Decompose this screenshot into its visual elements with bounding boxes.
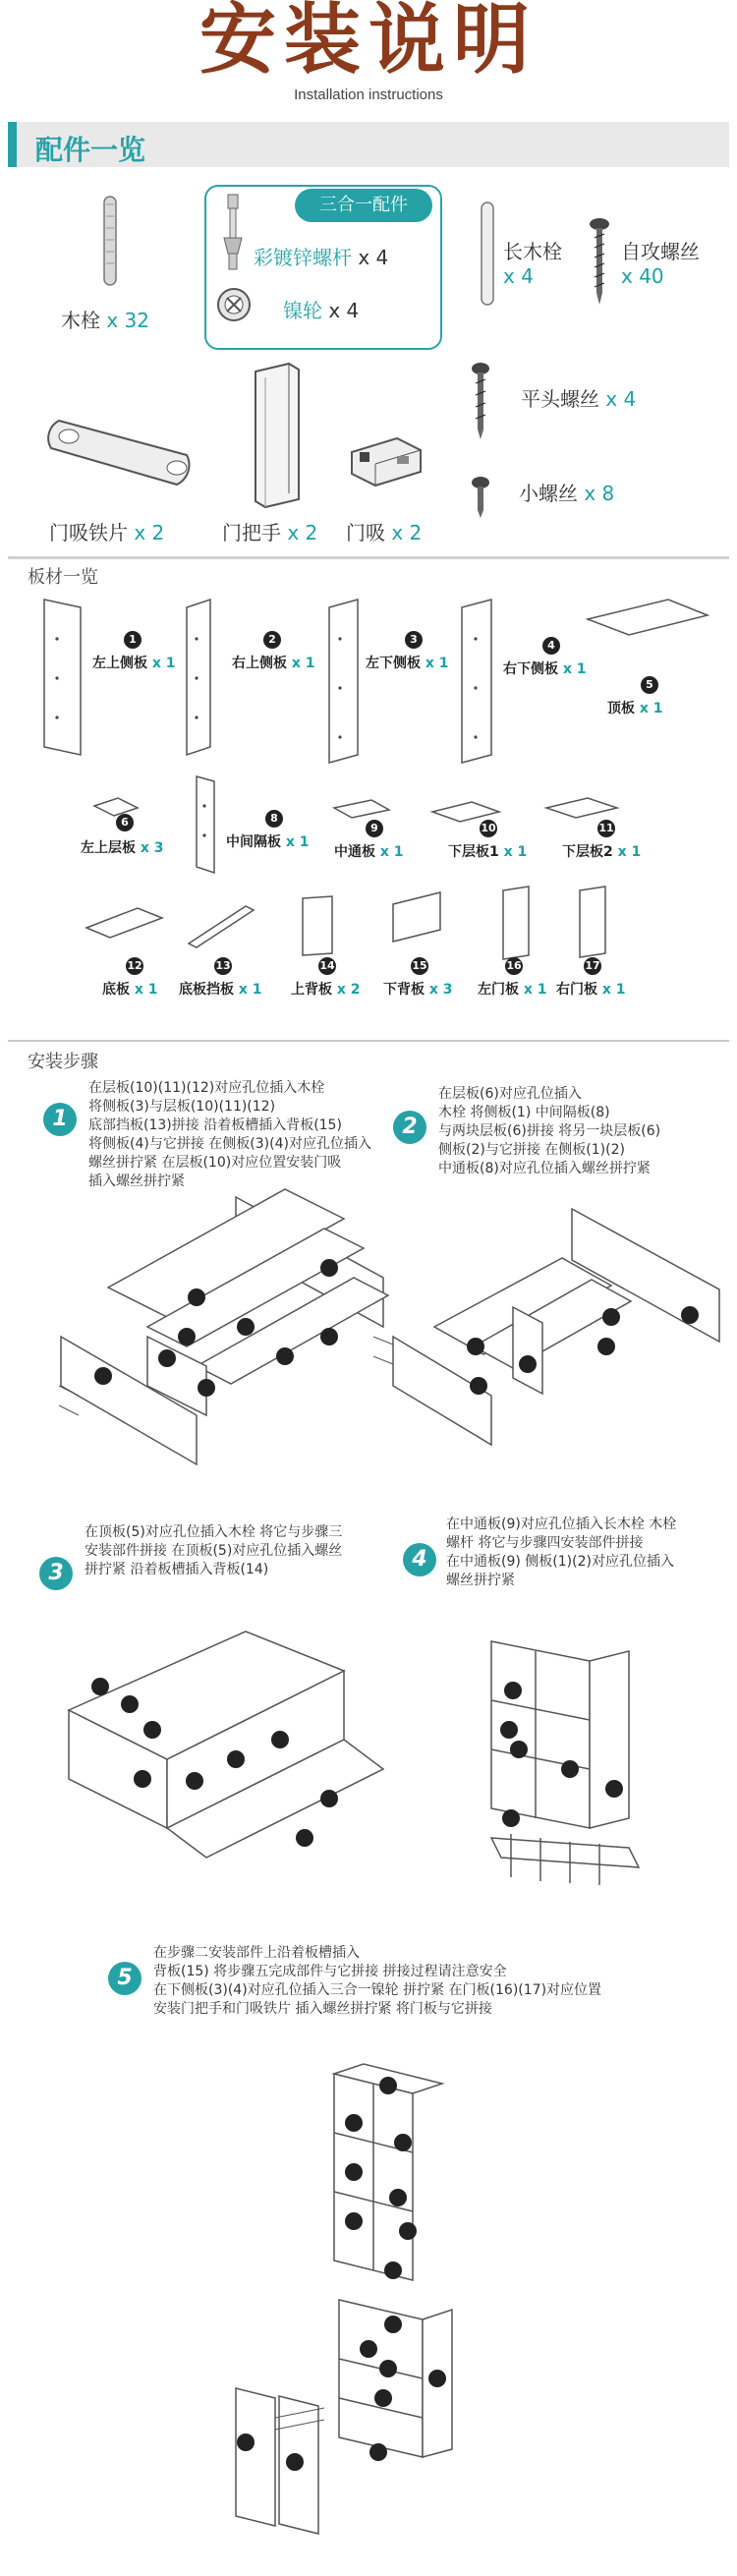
step-badge-2: 2 xyxy=(393,1111,426,1144)
board-label-8: 8 中间隔板 x 1 xyxy=(226,812,310,850)
part-name: 彩镀锌螺杆 xyxy=(254,246,352,269)
part-qty: x 4 xyxy=(328,299,360,322)
boards-section-title: 板材一览 xyxy=(28,567,98,588)
board-label-1: 1 左上侧板 x 1 xyxy=(92,633,176,671)
self-tapping-screw-icon xyxy=(588,216,611,307)
small-screw-icon xyxy=(470,476,491,519)
part-label-door-handle xyxy=(222,517,317,545)
board-8-drawing xyxy=(197,776,214,873)
part-label-self-tapping-screw xyxy=(621,236,700,288)
part-name: 门吸 xyxy=(346,521,385,544)
cam-lock-icon xyxy=(214,285,254,324)
board-16-drawing xyxy=(503,887,529,959)
part-label-flat-head-screw xyxy=(521,383,636,412)
part-name: 平头螺丝 xyxy=(521,387,599,411)
step-5-drawing xyxy=(216,2064,501,2555)
part-name: 木栓 xyxy=(61,309,100,332)
step-badge-1: 1 xyxy=(43,1103,77,1136)
board-10-drawing xyxy=(432,802,499,822)
board-label-17: 17 右门板 x 1 xyxy=(556,959,626,998)
part-qty: x 2 xyxy=(287,521,318,544)
part-label-small-screw xyxy=(519,478,614,506)
wood-dowel-icon xyxy=(98,195,122,289)
section-divider xyxy=(8,1040,729,1042)
board-9-drawing xyxy=(334,800,389,818)
cam-bolt-icon xyxy=(218,193,248,273)
step-text-4: 在中通板(9)对应孔位插入长木栓 木栓 螺杆 将它与步骤四安装部件拼接 在中通板(9) 侧板(1)(2)对应孔位插入 螺丝拼拧紧 xyxy=(446,1517,677,1588)
part-name: 长木栓 xyxy=(503,240,562,263)
part-qty: x 4 xyxy=(605,387,637,411)
part-name: 自攻螺丝 xyxy=(621,240,700,263)
part-qty: x 2 xyxy=(391,521,423,544)
parts-section-header xyxy=(8,122,729,167)
part-qty: x 40 xyxy=(621,264,664,288)
section-accent-bar xyxy=(8,122,17,167)
board-15-drawing xyxy=(393,892,440,942)
step-2-drawing xyxy=(385,1199,729,1455)
board-label-13: 13 底板挡板 x 1 xyxy=(179,959,262,998)
step-text-3: 在顶板(5)对应孔位插入木栓 将它与步骤三 安装部件拼接 在顶板(5)对应孔位插入螺丝 拼拧紧 沿着板槽插入背板(14) xyxy=(85,1524,343,1577)
board-6-drawing xyxy=(94,798,138,816)
part-qty: x 4 xyxy=(358,246,389,269)
part-qty: x 32 xyxy=(106,309,150,332)
step-badge-5: 5 xyxy=(108,1962,142,1995)
board-17-drawing xyxy=(580,887,605,957)
part-label-cam-bolt xyxy=(254,242,388,270)
part-label-dowel xyxy=(61,305,149,333)
board-label-2: 2 右上侧板 x 1 xyxy=(232,633,315,671)
door-handle-icon xyxy=(248,362,307,509)
step-4-drawing xyxy=(482,1622,658,1887)
step-badge-4: 4 xyxy=(403,1543,436,1576)
steps-section-title: 安装步骤 xyxy=(28,1052,98,1072)
part-qty: x 2 xyxy=(134,521,165,544)
part-name: 门吸铁片 xyxy=(49,521,128,544)
part-qty: x 4 xyxy=(503,264,534,288)
boards-drawing xyxy=(0,580,737,1032)
board-1-drawing xyxy=(44,600,81,755)
part-label-cam-lock xyxy=(283,295,359,323)
board-label-6: 6 左上层板 x 3 xyxy=(81,816,164,856)
door-magnet-plate-icon xyxy=(39,401,216,489)
board-label-3: 3 左下侧板 x 1 xyxy=(366,633,449,671)
part-name: 小螺丝 xyxy=(519,482,578,505)
board-label-5: 5 顶板 x 1 xyxy=(607,678,663,716)
step-text-2: 在层板(6)对应孔位插入 木栓 将侧板(1) 中间隔板(8) 与两块层板(6)拼接 将另一块层板(6) 侧板(2)与它拼接 在侧板(1)(2) 中通板(8)对应孔位插入螺丝拼拧紧 xyxy=(438,1086,661,1176)
board-label-9: 9 中通板 x 1 xyxy=(334,822,404,860)
page-title: 安装说明 xyxy=(198,0,538,85)
board-label-15: 15 下背板 x 3 xyxy=(383,959,453,998)
board-11-drawing xyxy=(546,798,617,818)
board-13-drawing xyxy=(189,906,254,947)
board-2-drawing xyxy=(187,600,210,755)
step-text-1: 在层板(10)(11)(12)对应孔位插入木栓 将侧板(3)与层板(10)(11)(12) 底部挡板(13)拼接 沿着板槽插入背板(15) 将侧板(4)与它拼接 在侧板(3)(4)对应孔位插入 螺丝拼拧紧 在层板(10)对应位置安装门吸 插入螺丝拼拧紧 xyxy=(88,1080,371,1189)
part-label-door-catch xyxy=(346,517,422,545)
part-name: 门把手 xyxy=(222,521,281,544)
board-label-4: 4 右下侧板 x 1 xyxy=(503,639,587,677)
page-subtitle: Installation instructions xyxy=(294,86,443,103)
part-qty: x 8 xyxy=(584,482,615,505)
part-label-long-dowel xyxy=(503,236,562,288)
board-label-10: 10 下层板1 x 1 xyxy=(448,822,528,860)
board-3-drawing xyxy=(329,600,358,763)
long-dowel-icon xyxy=(478,200,497,309)
step-1-drawing xyxy=(49,1189,403,1464)
door-catch-icon xyxy=(342,430,430,489)
board-14-drawing xyxy=(303,896,332,955)
part-label-door-magnet-plate xyxy=(49,517,164,545)
parts-section-title: 配件一览 xyxy=(35,134,146,166)
board-label-12: 12 底板 x 1 xyxy=(102,959,158,998)
section-divider xyxy=(8,556,729,559)
step-badge-3: 3 xyxy=(39,1557,73,1590)
board-label-11: 11 下层板2 x 1 xyxy=(562,822,642,860)
flat-head-screw-icon xyxy=(470,362,491,440)
part-name: 镍轮 xyxy=(283,299,322,322)
board-5-drawing xyxy=(588,600,708,635)
step-3-drawing xyxy=(49,1631,383,1867)
step-text-5: 在步骤二安装部件上沿着板槽插入 背板(15) 将步骤五完成部件与它拼接 拼接过程请注意安全 在下侧板(3)(4)对应孔位插入三合一镍轮 拼拧紧 在门板(16)(17)对应位置 安装门把手和门吸铁片 插入螺丝拼拧紧 将门板与它拼接 xyxy=(153,1945,602,2017)
board-12-drawing xyxy=(86,908,162,938)
board-label-14: 14 上背板 x 2 xyxy=(291,959,361,998)
board-label-16: 16 左门板 x 1 xyxy=(478,959,547,998)
three-in-one-title: 三合一配件 xyxy=(295,189,432,222)
